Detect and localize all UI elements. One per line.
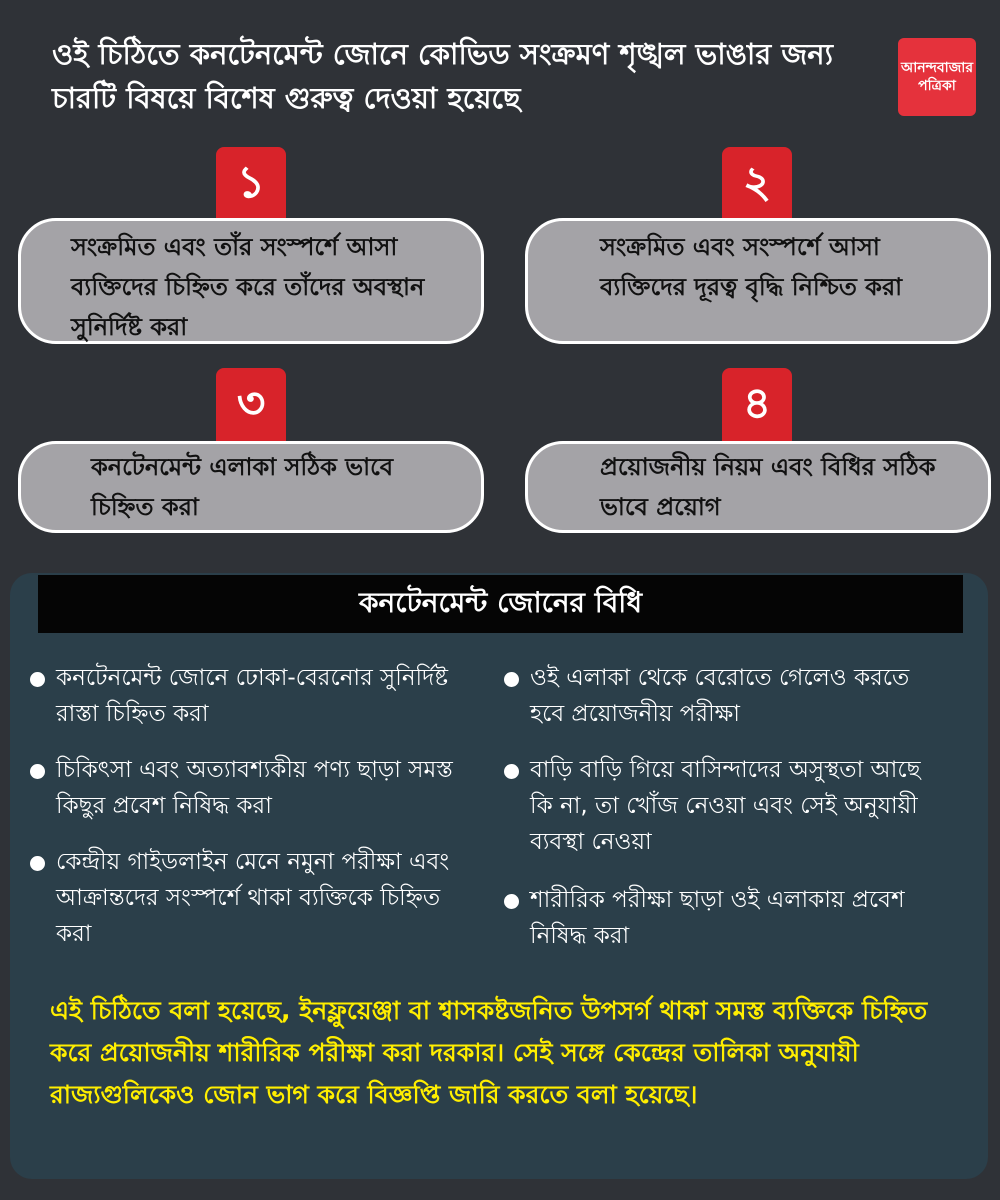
rule-right-3-text: শারীরিক পরীক্ষা ছাড়া ওই এলাকায় প্রবেশ নিষিদ্ধ করা	[530, 887, 905, 949]
anandabazar-logo	[898, 38, 976, 116]
rule-right-2	[530, 752, 950, 860]
rule-left-1	[56, 660, 456, 732]
point-text-3: কনটেনমেন্ট এলাকা সঠিক ভাবে চিহ্নিত করা	[91, 453, 394, 521]
point-number-3: ৩	[216, 368, 286, 444]
logo-line-2: পত্রিকা	[918, 78, 956, 94]
rule-left-3-text: কেন্দ্রীয় গাইডলাইন মেনে নমুনা পরীক্ষা এবং আক্রান্তদের সংস্পর্শে থাকা ব্যক্তিকে চিহ্নিত করা	[56, 849, 450, 947]
bullet-dot-icon	[504, 764, 519, 779]
point-card-3	[18, 441, 484, 533]
point-number-2: ২	[722, 147, 792, 223]
point-number-4: ৪	[722, 368, 792, 444]
point-card-2	[525, 218, 991, 344]
logo-line-1: আনন্দবাজার	[900, 60, 974, 76]
bullet-dot-icon	[30, 672, 45, 687]
rule-left-2	[56, 752, 456, 824]
bullet-dot-icon	[30, 764, 45, 779]
rules-title: কনটেনমেন্ট জোনের বিধি	[38, 575, 963, 633]
rule-right-1-text: ওই এলাকা থেকে বেরোতে গেলেও করতে হবে প্রয়োজনীয় পরীক্ষা	[530, 665, 910, 727]
bullet-dot-icon	[504, 894, 519, 909]
footnote-text: এই চিঠিতে বলা হয়েছে, ইনফ্লুয়েঞ্জা বা শ্বাসকষ্টজনিত উপসর্গ থাকা সমস্ত ব্যক্তিকে চিহ্নিত করে প্রয়োজনীয় শারীরিক পরীক্ষা করা দরকার। সেই সঙ্গে কেন্দ্রের তালিকা অনুযায়ী রাজ্যগুলিকেও জোন ভাগ করে বিজ্ঞপ্তি জারি করতে বলা হয়েছে।	[50, 996, 928, 1109]
point-card-4	[525, 441, 991, 533]
point-card-1	[18, 218, 484, 344]
rule-left-1-text: কনটেনমেন্ট জোনে ঢোকা-বেরনোর সুনির্দিষ্ট রাস্তা চিহ্নিত করা	[56, 665, 449, 727]
point-text-4: প্রয়োজনীয় নিয়ম এবং বিধির সঠিক ভাবে প্রয়োগ	[600, 453, 936, 521]
point-text-2: সংক্রমিত এবং সংস্পর্শে আসা ব্যক্তিদের দূরত্ব বৃদ্ধি নিশ্চিত করা	[600, 233, 903, 301]
rule-right-1	[530, 660, 950, 732]
bullet-dot-icon	[30, 856, 45, 871]
point-number-1: ১	[216, 147, 286, 223]
rule-right-2-text: বাড়ি বাড়ি গিয়ে বাসিন্দাদের অসুস্থতা আছে কি না, তা খোঁজ নেওয়া এবং সেই অনুযায়ী ব্যবস্থা নেওয়া	[530, 757, 921, 855]
rule-right-3	[530, 882, 950, 954]
bullet-dot-icon	[504, 672, 519, 687]
point-text-1: সংক্রমিত এবং তাঁর সংস্পর্শে আসা ব্যক্তিদের চিহ্নিত করে তাঁদের অবস্থান সুনির্দিষ্ট করা	[71, 233, 425, 341]
rule-left-2-text: চিকিৎসা এবং অত্যাবশ্যকীয় পণ্য ছাড়া সমস্ত কিছুর প্রবেশ নিষিদ্ধ করা	[56, 757, 453, 819]
page-headline: ওই চিঠিতে কনটেনমেন্ট জোনে কোভিড সংক্রমণ শৃঙ্খল ভাঙার জন্য চারটি বিষয়ে বিশেষ গুরুত্ব দেওয়া হয়েছে	[52, 37, 833, 115]
rule-left-3	[56, 844, 456, 952]
